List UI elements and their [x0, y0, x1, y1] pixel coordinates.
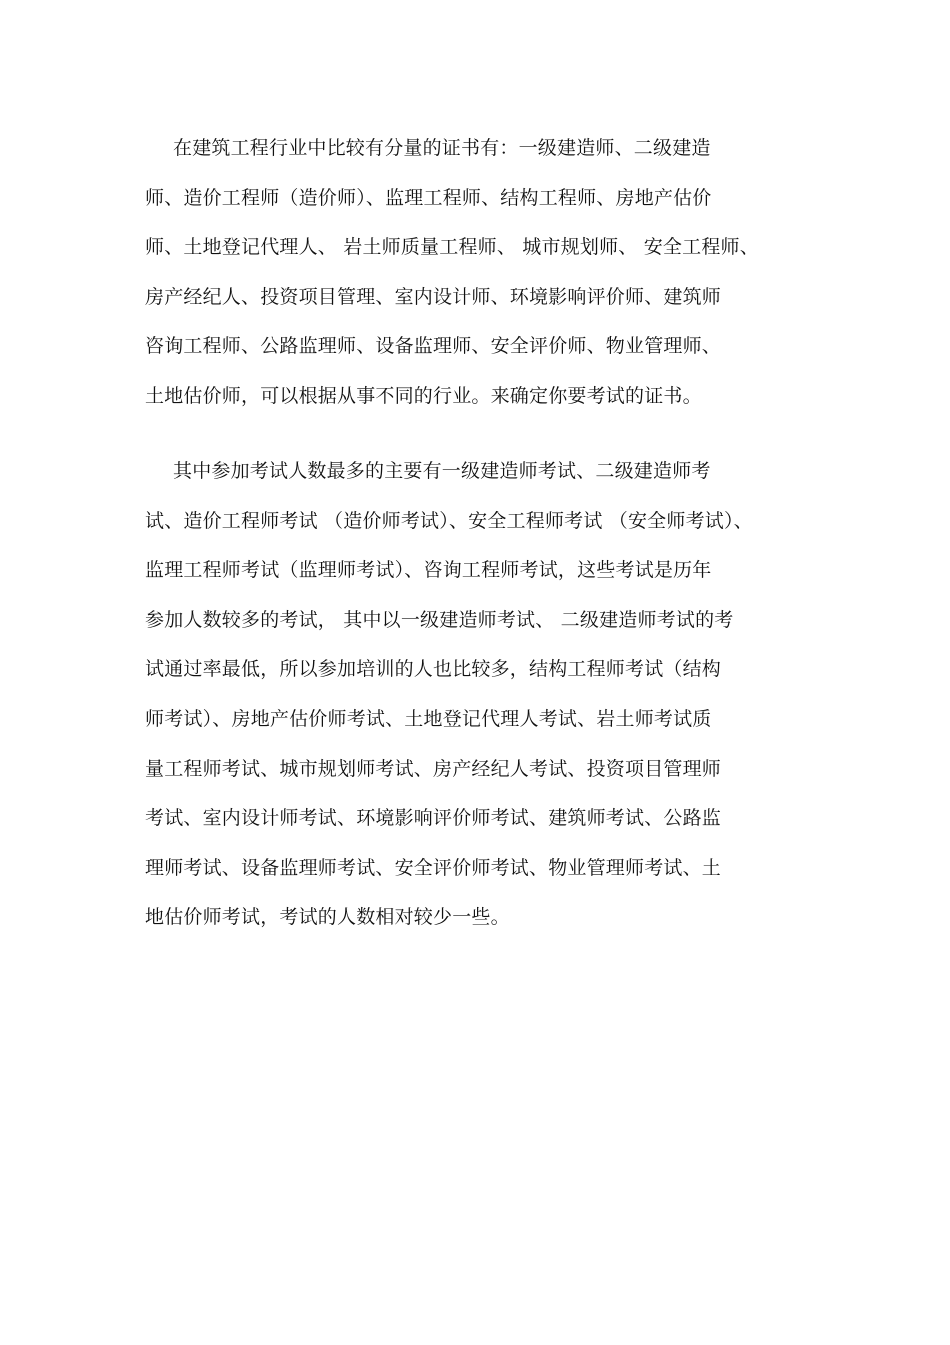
text-line: 量工程师考试、城市规划师考试、房产经纪人考试、投资项目管理师 [145, 757, 722, 780]
text-line: 考试、室内设计师考试、环境影响评价师考试、建筑师考试、公路监 [145, 807, 722, 830]
text-line: 试通过率最低，所以参加培训的人也比较多，结构工程师考试（结构 [145, 658, 722, 681]
text-line: 在建筑工程行业中比较有分量的证书有：一级建造师、二级建造 [173, 137, 711, 159]
paragraph-exams [145, 447, 845, 943]
text-line: 师、土地登记代理人、 岩土师质量工程师、 城市规划师、 安全工程师、 [145, 236, 759, 259]
text-line: 理师考试、设备监理师考试、安全评价师考试、物业管理师考试、土 [145, 856, 722, 879]
text-line: 参加人数较多的考试， 其中以一级建造师考试、 二级建造师考试的考 [145, 608, 734, 631]
text-line: 监理工程师考试（监理师考试）、咨询工程师考试，这些考试是历年 [145, 559, 712, 582]
text-line: 试、造价工程师考试 （造价师考试）、安全工程师考试 （安全师考试）、 [145, 509, 753, 532]
text-line: 咨询工程师、公路监理师、设备监理师、安全评价师、物业管理师、 [145, 335, 722, 358]
text-line: 土地估价师，可以根据从事不同的行业。来确定你要考试的证书。 [145, 384, 702, 407]
text-line: 其中参加考试人数最多的主要有一级建造师考试、二级建造师考 [173, 460, 711, 482]
text-line: 师考试）、房地产估价师考试、土地登记代理人考试、岩土师考试质 [145, 707, 712, 730]
text-line: 师、造价工程师（造价师）、监理工程师、结构工程师、房地产估价 [145, 186, 712, 209]
paragraph-certificates [145, 124, 845, 422]
text-line: 房产经纪人、投资项目管理、室内设计师、环境影响评价师、建筑师 [145, 285, 722, 308]
text-line: 地估价师考试，考试的人数相对较少一些。 [145, 906, 510, 929]
